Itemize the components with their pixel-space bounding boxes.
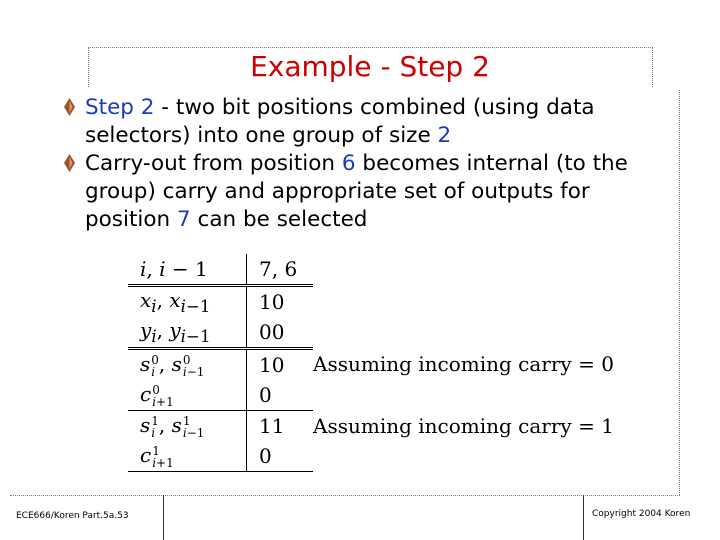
row-label: s 1 i , s 1 i−1 bbox=[128, 411, 247, 442]
bullet-text: becomes internal (to the group) carry and appropriate set of outputs for position bbox=[85, 151, 628, 232]
row-value: 10 bbox=[247, 349, 314, 381]
footer-copyright: Copyright 2004 Koren bbox=[592, 509, 691, 519]
bullet-item bbox=[64, 150, 664, 234]
diamond-bullet-icon bbox=[64, 154, 75, 172]
table-row bbox=[128, 411, 624, 442]
diamond-bullet-icon bbox=[64, 98, 75, 116]
slide-title: Example - Step 2 bbox=[250, 50, 490, 83]
carry-note: Assuming incoming carry = 0 bbox=[313, 352, 614, 377]
footer-course-label: ECE666/Koren Part.5a.53 bbox=[16, 511, 129, 521]
table-row bbox=[128, 254, 624, 286]
position-6-value: 6 bbox=[341, 151, 356, 176]
footer-rule bbox=[10, 495, 680, 496]
row-label: c 0 i+1 bbox=[140, 382, 174, 409]
bullet-list bbox=[64, 94, 664, 234]
position-7-value: 7 bbox=[177, 207, 191, 232]
group-size-value: 2 bbox=[437, 123, 452, 148]
table-row bbox=[128, 317, 624, 349]
bullet-text: - two bit positions combined (using data selectors) into one group of size bbox=[85, 95, 595, 148]
row-value: 10 bbox=[247, 286, 314, 318]
row-label: s 0 i , s 0 i−1 bbox=[128, 349, 247, 381]
carry-note: Assuming incoming carry = 1 bbox=[313, 413, 614, 438]
table-row bbox=[128, 380, 624, 411]
row-label: c 1 i+1 bbox=[128, 441, 247, 472]
footer-divider bbox=[583, 495, 584, 540]
footer-divider bbox=[163, 495, 164, 540]
step-label: Step 2 bbox=[85, 95, 155, 120]
carry-select-table bbox=[128, 254, 624, 472]
bullet-text: can be selected bbox=[190, 207, 368, 232]
row-value: 7, 6 bbox=[247, 254, 314, 286]
frame-side-rule bbox=[679, 90, 680, 495]
table-row bbox=[128, 286, 624, 318]
row-label: $x_i$, $x_{i-1}$ bbox=[128, 286, 247, 318]
row-value: 0 bbox=[247, 380, 314, 411]
row-value: 0 bbox=[247, 441, 314, 472]
row-value: 00 bbox=[247, 317, 314, 349]
row-label: $y_i$, $y_{i-1}$ bbox=[140, 318, 211, 346]
table-row bbox=[128, 349, 624, 381]
bullet-item bbox=[64, 94, 664, 150]
table-row bbox=[128, 441, 624, 472]
row-label: i, i − 1 bbox=[140, 257, 208, 281]
bullet-text: Carry-out from position bbox=[85, 151, 342, 176]
frame-top-rule bbox=[88, 47, 653, 48]
row-value: 11 bbox=[247, 411, 314, 442]
